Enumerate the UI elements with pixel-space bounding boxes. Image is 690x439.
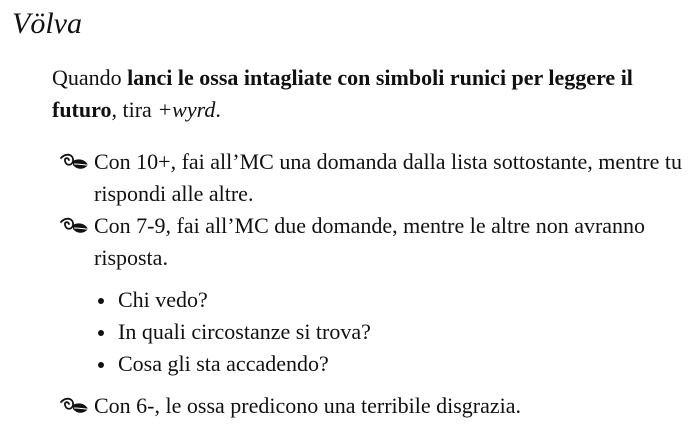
outcome-miss [58,390,683,422]
bullet-dot [98,298,104,304]
fleuron-icon [58,210,92,242]
move-title: Völva [12,7,82,40]
move-trigger-paragraph [52,62,682,126]
fleuron-icon [58,390,92,422]
question-text: In quali circostanze si trova? [118,319,371,344]
bullet-dot [98,362,104,368]
question-list [98,284,371,380]
bullet-dot [98,330,104,336]
fleuron-icon [58,146,92,178]
question-text: Chi vedo? [118,287,208,312]
question-item [98,316,371,348]
question-text: Cosa gli sta accadendo? [118,351,329,376]
intro-lead: Quando [52,65,128,90]
outcome-text: Con 7-9, fai all’MC due domande, mentre le altre non avranno risposta. [94,213,646,270]
intro-trigger: lanci le ossa intagliate con simboli runici per leggere il futuro [52,65,633,122]
outcome-weak-hit [58,210,683,274]
outcome-text: Con 10+, fai all’MC una domanda dalla lista sottostante, mentre tu rispondi alle altre. [94,149,682,206]
intro-stat: +wyrd [157,97,216,122]
question-item [98,284,371,316]
outcome-text: Con 6-, le ossa predicono una terribile disgrazia. [94,393,522,418]
question-item [98,348,371,380]
intro-middle: , tira [111,97,158,122]
intro-end: . [215,97,221,122]
outcome-strong-hit [58,146,683,210]
